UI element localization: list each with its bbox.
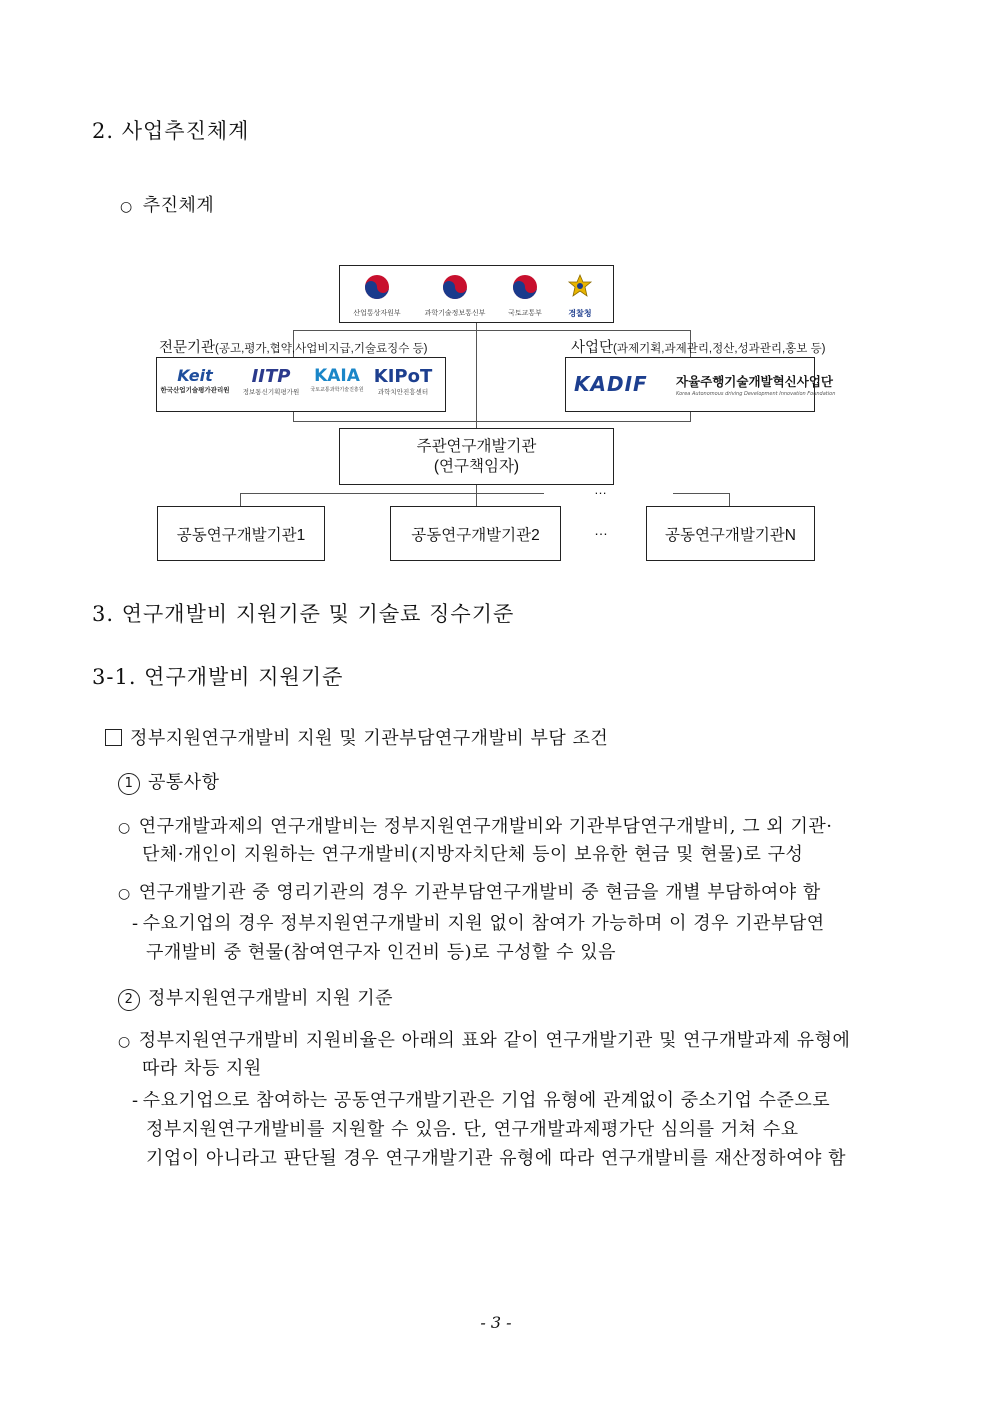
circle-bullet-icon: ○ (118, 1034, 131, 1050)
taegeuk-emblem-icon (512, 274, 538, 300)
joint-institute-1: 공동연구개발기관1 (157, 506, 325, 561)
ministry-motie: 산업통상자원부 (342, 274, 412, 318)
item-1-dash-1: - 수요기업의 경우 정부지원연구개발비 지원 없이 참여가 가능하며 이 경우 기관부담연 (132, 913, 825, 934)
ministries-box (339, 265, 614, 323)
ministry-police: 경찰청 (545, 274, 615, 319)
taegeuk-emblem-icon (364, 274, 390, 300)
connector-line (293, 330, 690, 331)
section-3-1-title: 3-1. 연구개발비 지원기준 (92, 665, 344, 689)
kipot-logo: KIPoT 과학치안진흥센터 (373, 366, 433, 396)
ellipsis: … (594, 522, 608, 538)
kadif-eng-name: Korea Autonomous driving Development Innovation Foundation (676, 391, 836, 397)
connector-line (476, 323, 477, 428)
item-1-dash-1-cont: 구개발비 중 현물(참여연구자 인건비 등)로 구성할 수 있음 (146, 942, 617, 963)
box-heading: 정부지원연구개발비 지원 및 기관부담연구개발비 부담 조건 (105, 724, 608, 750)
circle-bullet-icon: ○ (120, 199, 133, 215)
section-2-title: 2. 사업추진체계 (92, 119, 250, 143)
item-2-dash-1: - 수요기업으로 참여하는 공동연구개발기관은 기업 유형에 관계없이 중소기업 수준으로 (132, 1090, 831, 1111)
kaia-logo: KAIA 국토교통과학기술진흥원 (310, 366, 364, 393)
connector-line (240, 493, 241, 506)
connector-line (293, 421, 690, 422)
connector-line (673, 493, 729, 494)
square-bullet-icon (105, 729, 122, 746)
joint-institute-n: 공동연구개발기관N (646, 506, 815, 561)
connector-line (729, 493, 730, 506)
kadif-box (565, 357, 836, 412)
iitp-logo: IITP 정보통신기획평가원 (242, 366, 300, 396)
expert-orgs-box (156, 357, 446, 412)
project-group-label: 사업단(과제기획,과제관리,정산,성과관리,홍보 등) (571, 340, 826, 356)
item-2-dash-1-cont: 정부지원연구개발비를 지원할 수 있음. 단, 연구개발과제평가단 심의를 거쳐 수요 (146, 1119, 799, 1140)
ministry-molit: 국토교통부 (490, 274, 560, 318)
item-1-bullet-1-cont: 단체·개인이 지원하는 연구개발비(지방자치단체 등이 보유한 현금 및 현물)로 구성 (142, 844, 804, 865)
circle-bullet-icon: ○ (118, 886, 131, 902)
ministry-msit: 과학기술정보통신부 (420, 274, 490, 318)
item-2-bullet-1-cont: 따라 차등 지원 (142, 1058, 262, 1079)
kadif-logo: KADIF (574, 372, 648, 396)
keit-logo: Keit 한국산업기술평가관리원 (160, 366, 230, 394)
section-2-bullet: ○ 추진체계 (120, 195, 215, 216)
page-number: - 3 - (480, 1313, 512, 1332)
circled-number-icon: 2 (118, 989, 140, 1011)
main-institute-box: 주관연구개발기관 (연구책임자) (339, 428, 614, 485)
police-badge-icon (567, 274, 593, 300)
taegeuk-emblem-icon (442, 274, 468, 300)
circled-number-icon: 1 (118, 773, 140, 795)
circle-bullet-icon: ○ (118, 820, 131, 836)
item-2-dash-1-cont-2: 기업이 아니라고 판단될 경우 연구개발기관 유형에 따라 연구개발비를 재산정하여야 함 (146, 1148, 846, 1169)
connector-line (476, 485, 477, 506)
item-1-heading: 1 공통사항 (118, 768, 220, 795)
section-3-title: 3. 연구개발비 지원기준 및 기술료 징수기준 (92, 602, 515, 626)
expert-agency-label: 전문기관(공고,평가,협약,사업비지급,기술료징수 등) (159, 340, 428, 356)
item-1-bullet-1: ○ 연구개발과제의 연구개발비는 정부지원연구개발비와 기관부담연구개발비, 그 외 기관· (118, 816, 833, 837)
kadif-name: 자율주행기술개발혁신사업단 (676, 374, 833, 389)
ellipsis-top: … (594, 482, 607, 497)
item-2-heading: 2 정부지원연구개발비 지원 기준 (118, 984, 393, 1011)
connector-line (240, 493, 544, 494)
joint-institute-2: 공동연구개발기관2 (390, 506, 561, 561)
item-1-bullet-2: ○ 연구개발기관 중 영리기관의 경우 기관부담연구개발비 중 현금을 개별 부담하여야 함 (118, 882, 821, 903)
item-2-bullet-1: ○ 정부지원연구개발비 지원비율은 아래의 표와 같이 연구개발기관 및 연구개발과제 유형에 (118, 1030, 851, 1051)
connector-line (690, 412, 691, 422)
